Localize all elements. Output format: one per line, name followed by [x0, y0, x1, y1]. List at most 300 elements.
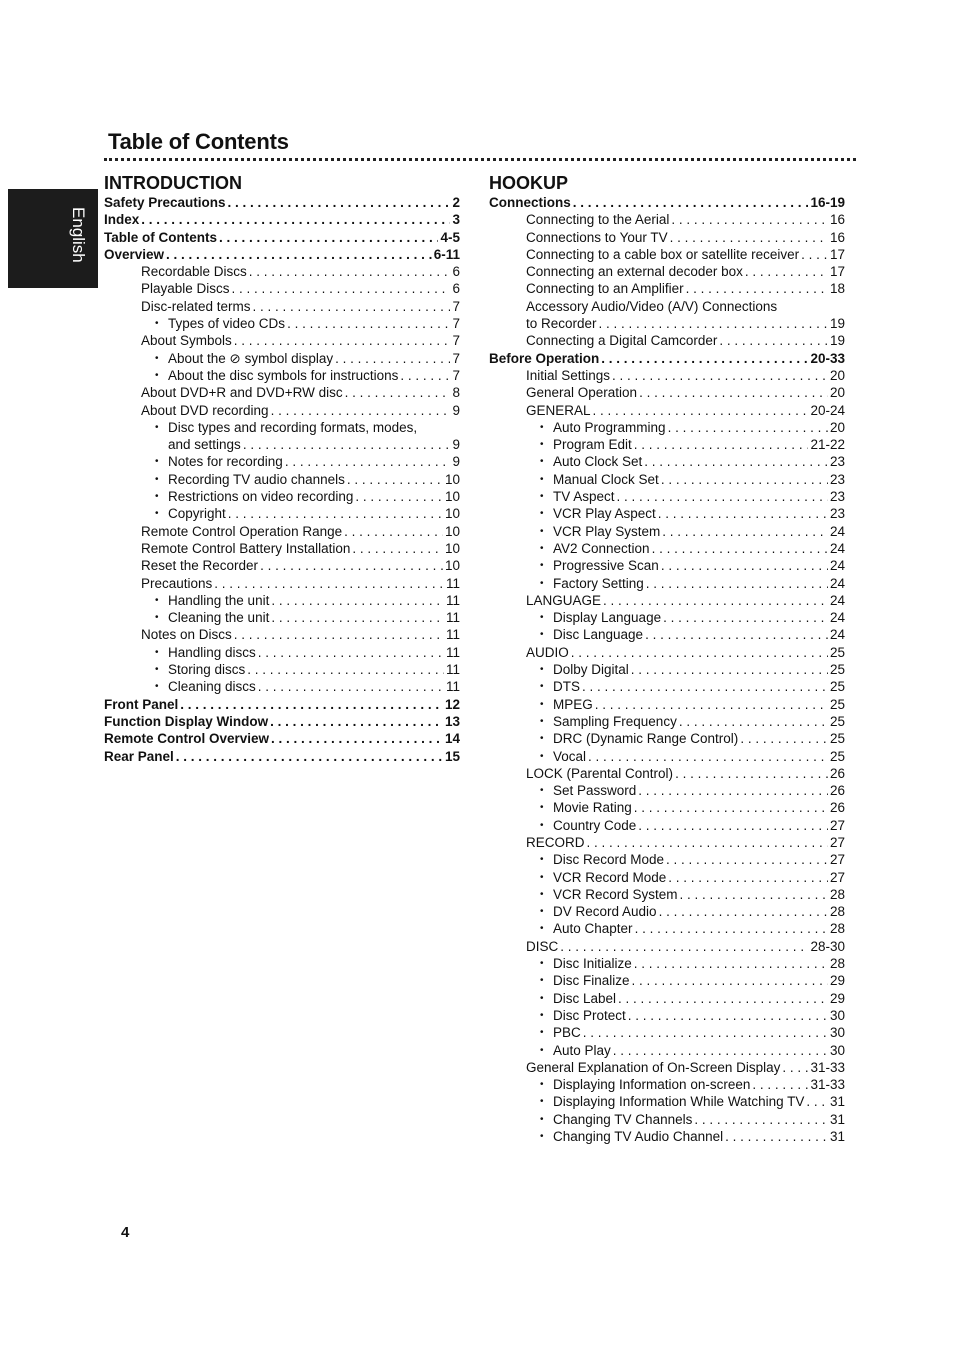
dot-leader	[560, 938, 808, 955]
toc-entry[interactable]	[489, 765, 845, 782]
dot-leader	[668, 869, 828, 886]
toc-entry-label: Auto Clock Set	[553, 454, 643, 470]
bullet-icon: •	[540, 854, 544, 866]
toc-entry[interactable]	[104, 678, 460, 695]
dot-leader	[652, 540, 828, 557]
toc-entry[interactable]	[489, 540, 845, 557]
bullet-icon: •	[540, 421, 544, 433]
bullet-icon: •	[155, 421, 159, 433]
bullet-icon: •	[540, 785, 544, 797]
toc-entry[interactable]	[104, 384, 460, 401]
toc-entry-page: 25	[829, 644, 845, 660]
toc-entry-page: 23	[829, 471, 845, 487]
toc-entry-page: 20-33	[810, 350, 845, 366]
toc-entry-label: VCR Record System	[553, 886, 678, 902]
dot-leader	[345, 384, 451, 401]
toc-entry-label: LOCK (Parental Control)	[526, 765, 674, 781]
bullet-icon: •	[540, 992, 544, 1004]
toc-entry[interactable]	[104, 246, 460, 263]
toc-entry[interactable]	[104, 661, 460, 678]
toc-entry-page: 7	[452, 316, 460, 332]
bullet-icon: •	[540, 733, 544, 745]
dot-leader	[801, 246, 828, 263]
toc-entry[interactable]	[489, 505, 845, 522]
bullet-icon: •	[540, 1009, 544, 1021]
dot-leader	[180, 696, 443, 713]
toc-entry[interactable]	[489, 869, 845, 886]
toc-entry[interactable]	[489, 1042, 845, 1059]
bullet-icon: •	[540, 439, 544, 451]
toc-entry-label: Factory Setting	[553, 575, 644, 591]
section-heading: INTRODUCTION	[104, 173, 242, 193]
toc-entry[interactable]	[489, 298, 845, 315]
dot-leader	[593, 402, 809, 419]
toc-entry[interactable]	[489, 1093, 845, 1110]
toc-entry[interactable]	[104, 626, 460, 643]
toc-entry-label: Recording TV audio channels	[168, 471, 345, 487]
bullet-icon: •	[540, 958, 544, 970]
toc-entry[interactable]	[489, 523, 845, 540]
toc-entry[interactable]	[489, 782, 845, 799]
toc-entry[interactable]	[104, 730, 460, 747]
toc-entry-label: Cleaning the unit	[168, 610, 270, 626]
bullet-icon: •	[155, 594, 159, 606]
toc-entry-page: 27	[829, 834, 845, 850]
toc-entry-page: 4-5	[440, 229, 460, 245]
toc-entry[interactable]	[489, 488, 845, 505]
toc-entry[interactable]	[489, 903, 845, 920]
bullet-icon: •	[540, 1096, 544, 1108]
toc-entry-page: 16	[829, 212, 845, 228]
toc-entry-label: Accessory Audio/Video (A/V) Connections	[526, 298, 778, 314]
toc-entry-label: Remote Control Battery Installation	[141, 540, 351, 556]
toc-entry-page: 16	[829, 229, 845, 245]
dot-leader	[347, 471, 443, 488]
toc-entry[interactable]	[104, 713, 460, 730]
toc-entry-label: Disc types and recording formats, modes,	[168, 419, 418, 435]
toc-entry-label: Overview	[104, 246, 165, 262]
dot-leader	[228, 194, 451, 211]
toc-entry-label: GENERAL	[526, 402, 591, 418]
toc-entry-label: Connections	[489, 195, 571, 210]
toc-entry-label: AV2 Connection	[553, 540, 650, 556]
toc-entry-page: 11	[445, 575, 460, 591]
bullet-icon: •	[155, 456, 159, 468]
toc-entry[interactable]	[104, 436, 460, 453]
toc-entry-label: General Operation	[526, 385, 638, 401]
toc-entry-label: Connecting to an Amplifier	[526, 281, 684, 297]
dot-leader	[634, 799, 828, 816]
toc-entry[interactable]	[104, 748, 460, 765]
toc-entry-label: AUDIO	[526, 644, 569, 660]
bullet-icon: •	[155, 318, 159, 330]
toc-entry-label: Table of Contents	[104, 229, 217, 245]
toc-entry-label: About Symbols	[141, 333, 232, 349]
bullet-icon: •	[540, 491, 544, 503]
toc-entry-label: Storing discs	[168, 662, 246, 678]
dot-leader	[285, 453, 451, 470]
toc-entry-page: 10	[444, 489, 460, 505]
toc-entry-label: MPEG	[553, 696, 593, 712]
toc-entry[interactable]	[489, 1076, 845, 1093]
dot-leader	[675, 765, 828, 782]
toc-entry[interactable]	[489, 920, 845, 937]
dot-leader	[639, 384, 828, 401]
bullet-icon: •	[155, 664, 159, 676]
toc-entry-page: 19	[829, 333, 845, 349]
toc-entry[interactable]	[489, 592, 845, 609]
toc-entry-page: 16-19	[810, 195, 845, 210]
toc-entry-page: 6	[452, 264, 460, 280]
toc-entry-page: 31	[829, 1094, 845, 1110]
dot-leader	[595, 696, 828, 713]
dot-leader	[634, 436, 809, 453]
toc-entry-label: Disc-related terms	[141, 298, 251, 314]
toc-entry[interactable]	[104, 592, 460, 609]
bullet-icon: •	[540, 1027, 544, 1039]
dot-leader	[141, 211, 450, 228]
toc-entry[interactable]	[489, 229, 845, 246]
toc-entry-page: 28	[829, 886, 845, 902]
toc-entry[interactable]	[104, 523, 460, 540]
toc-entry[interactable]	[489, 246, 845, 263]
toc-entry[interactable]	[104, 263, 460, 280]
toc-entry-label: Auto Play	[553, 1042, 611, 1058]
toc-entry-label: Index	[104, 212, 140, 228]
dot-leader	[271, 592, 444, 609]
dot-leader	[400, 367, 450, 384]
bullet-icon: •	[540, 542, 544, 554]
dot-leader	[635, 920, 828, 937]
toc-entry[interactable]	[489, 280, 845, 297]
toc-entry-page: 21-22	[810, 437, 845, 453]
toc-entry-page: 24	[829, 610, 845, 626]
dot-leader	[662, 523, 828, 540]
toc-entry-page: 10	[444, 506, 460, 522]
bullet-icon: •	[540, 612, 544, 624]
toc-entry-page: 27	[829, 869, 845, 885]
toc-entry[interactable]	[489, 384, 845, 401]
toc-entry-page: 6-11	[433, 246, 460, 262]
dot-leader	[686, 280, 828, 297]
toc-entry-page: 28	[829, 921, 845, 937]
toc-entry-label: Disc Initialize	[553, 956, 632, 972]
dot-leader	[719, 332, 828, 349]
toc-entry[interactable]	[104, 453, 460, 470]
toc-entry[interactable]	[489, 194, 845, 211]
dot-leader	[588, 748, 828, 765]
toc-entry-label: Playable Discs	[141, 281, 230, 297]
dot-leader	[638, 817, 828, 834]
toc-entry-page: 25	[829, 731, 845, 747]
toc-entry-label: Restrictions on video recording	[168, 489, 354, 505]
dot-leader	[617, 488, 828, 505]
bullet-icon: •	[540, 802, 544, 814]
toc-entry[interactable]	[104, 644, 460, 661]
dot-leader	[670, 229, 828, 246]
toc-entry-label: Rear Panel	[104, 748, 174, 764]
bullet-icon: •	[540, 508, 544, 520]
dot-leader	[335, 350, 450, 367]
toc-entry-label: Types of video CDs	[168, 316, 286, 332]
toc-entry-page: 11	[445, 679, 460, 695]
toc-entry-page: 24	[829, 523, 845, 539]
toc-entry-label: TV Aspect	[553, 489, 615, 505]
toc-entry[interactable]	[489, 436, 845, 453]
toc-entry-label: Disc Label	[553, 990, 617, 1006]
toc-entry-page: 15	[444, 748, 460, 764]
toc-entry-label: Remote Control Operation Range	[141, 523, 343, 539]
toc-entry[interactable]	[489, 799, 845, 816]
dot-leader	[603, 592, 828, 609]
toc-entry-label: Connections to Your TV	[526, 229, 668, 245]
bullet-icon: •	[540, 629, 544, 641]
toc-entry-page: 13	[444, 713, 460, 729]
bullet-icon: •	[155, 369, 159, 381]
dot-leader	[628, 1007, 828, 1024]
toc-entry-label: Connecting an external decoder box	[526, 264, 743, 280]
toc-entry-label: Cleaning discs	[168, 679, 256, 695]
toc-entry-label: Handling the unit	[168, 592, 270, 608]
toc-entry[interactable]	[104, 332, 460, 349]
toc-entry-label: Disc Protect	[553, 1007, 626, 1023]
toc-entry[interactable]	[104, 419, 460, 436]
bullet-icon: •	[540, 715, 544, 727]
toc-entry[interactable]	[489, 678, 845, 695]
toc-entry-label: About DVD+R and DVD+RW disc	[141, 385, 343, 401]
toc-entry-label: Dolby Digital	[553, 662, 629, 678]
toc-entry[interactable]	[104, 211, 460, 228]
toc-entry-page: 23	[829, 454, 845, 470]
toc-entry-label: Display Language	[553, 610, 662, 626]
toc-entry[interactable]	[489, 661, 845, 678]
toc-entry-page: 24	[829, 627, 845, 643]
bullet-icon: •	[155, 491, 159, 503]
toc-entry-page: 10	[444, 558, 460, 574]
toc-entry[interactable]	[489, 1111, 845, 1128]
toc-entry-label: Initial Settings	[526, 367, 611, 383]
toc-entry[interactable]	[489, 367, 845, 384]
toc-entry-label: and settings	[168, 437, 241, 453]
toc-entry-label: Vocal	[553, 748, 587, 764]
toc-entry-label: PBC	[553, 1025, 581, 1041]
toc-entry[interactable]	[489, 713, 845, 730]
toc-entry[interactable]	[104, 315, 460, 332]
toc-entry[interactable]	[104, 505, 460, 522]
toc-entry[interactable]	[489, 990, 845, 1007]
toc-entry-label: Program Edit	[553, 437, 632, 453]
toc-entry-label: Auto Chapter	[553, 921, 633, 937]
toc-entry[interactable]	[104, 402, 460, 419]
toc-entry-page: 20	[829, 385, 845, 401]
section-heading: HOOKUP	[489, 173, 569, 193]
toc-entry[interactable]	[489, 938, 845, 955]
dot-leader	[661, 557, 828, 574]
toc-entry-page: 2	[452, 195, 460, 210]
toc-entry[interactable]	[489, 644, 845, 661]
dot-leader	[638, 782, 828, 799]
toc-entry-label: Recordable Discs	[141, 264, 247, 280]
dot-leader	[663, 609, 828, 626]
dot-leader	[613, 1042, 828, 1059]
toc-entry[interactable]	[104, 350, 460, 367]
toc-entry-label: Disc Language	[553, 627, 644, 643]
dot-leader	[219, 229, 438, 246]
toc-entry-label: LANGUAGE	[526, 592, 602, 608]
toc-entry[interactable]	[489, 350, 845, 367]
toc-entry[interactable]	[104, 696, 460, 713]
toc-entry[interactable]	[489, 730, 845, 747]
toc-entry[interactable]	[104, 471, 460, 488]
dot-leader	[247, 661, 444, 678]
toc-entry[interactable]	[489, 972, 845, 989]
toc-entry[interactable]	[489, 1024, 845, 1041]
toc-entry[interactable]	[489, 315, 845, 332]
toc-entry[interactable]	[104, 367, 460, 384]
dot-leader	[599, 315, 828, 332]
toc-entry-page: 25	[829, 713, 845, 729]
toc-entry-page: 17	[829, 246, 845, 262]
toc-entry[interactable]	[489, 557, 845, 574]
toc-entry[interactable]	[104, 194, 460, 211]
bullet-icon: •	[540, 819, 544, 831]
toc-entry[interactable]	[489, 332, 845, 349]
bullet-icon: •	[540, 1131, 544, 1143]
toc-entry-page: 29	[829, 973, 845, 989]
toc-entry[interactable]	[489, 1059, 845, 1076]
toc-entry[interactable]	[104, 488, 460, 505]
toc-entry[interactable]	[104, 575, 460, 592]
toc-entry-label: VCR Play Aspect	[553, 506, 656, 522]
toc-entry[interactable]	[489, 817, 845, 834]
dot-leader	[618, 990, 828, 1007]
bullet-icon: •	[540, 1044, 544, 1056]
bullet-icon: •	[540, 560, 544, 572]
toc-entry[interactable]	[489, 609, 845, 626]
dot-leader	[344, 523, 443, 540]
toc-entry-page: 9	[452, 402, 460, 418]
toc-entry-page: 20	[829, 367, 845, 383]
toc-entry[interactable]	[489, 1007, 845, 1024]
dot-leader	[228, 505, 443, 522]
toc-entry-label: Connecting to the Aerial	[526, 212, 670, 228]
toc-entry-label: VCR Play System	[553, 523, 661, 539]
dot-leader	[583, 1024, 828, 1041]
toc-entry-page: 25	[829, 662, 845, 678]
toc-entry-page: 10	[444, 471, 460, 487]
toc-entry[interactable]	[489, 748, 845, 765]
toc-entry-label: DISC	[526, 938, 559, 954]
bullet-icon: •	[540, 473, 544, 485]
toc-entry[interactable]	[489, 211, 845, 228]
bullet-icon: •	[540, 975, 544, 987]
toc-entry[interactable]	[104, 298, 460, 315]
toc-entry[interactable]	[489, 886, 845, 903]
toc-entry-label: Progressive Scan	[553, 558, 659, 574]
toc-entry-label: Safety Precautions	[104, 195, 226, 210]
toc-entry[interactable]	[489, 1128, 845, 1145]
toc-entry-label: About the disc symbols for instructions	[168, 367, 399, 383]
toc-entry[interactable]	[104, 540, 460, 557]
toc-entry[interactable]	[489, 834, 845, 851]
toc-entry-label: Auto Programming	[553, 419, 666, 435]
toc-entry[interactable]	[489, 263, 845, 280]
toc-entry-page: 25	[829, 679, 845, 695]
dot-leader	[680, 886, 828, 903]
dot-leader	[234, 626, 444, 643]
toc-entry-label: Connecting a Digital Camcorder	[526, 333, 718, 349]
toc-entry[interactable]	[489, 575, 845, 592]
toc-entry-label: Front Panel	[104, 696, 179, 712]
dot-leader	[587, 834, 828, 851]
toc-entry-label: Set Password	[553, 783, 637, 799]
page-number: 4	[121, 1224, 130, 1241]
bullet-icon: •	[155, 352, 159, 364]
dot-leader	[582, 678, 828, 695]
toc-entry-label: Changing TV Channels	[553, 1111, 693, 1127]
toc-entry[interactable]	[104, 280, 460, 297]
toc-entry-label: General Explanation of On-Screen Display	[526, 1059, 781, 1075]
dot-leader	[234, 332, 451, 349]
toc-entry[interactable]	[104, 557, 460, 574]
toc-entry[interactable]	[489, 696, 845, 713]
toc-entry[interactable]	[104, 609, 460, 626]
bullet-icon: •	[155, 681, 159, 693]
toc-entry-page: 24	[829, 540, 845, 556]
toc-entry-page: 24	[829, 592, 845, 608]
toc-entry-page: 25	[829, 748, 845, 764]
toc-entry-page: 31	[829, 1111, 845, 1127]
dot-leader	[287, 315, 450, 332]
dot-leader	[631, 661, 828, 678]
toc-entry-page: 31-33	[810, 1077, 845, 1093]
dot-leader	[740, 730, 828, 747]
bullet-icon: •	[540, 923, 544, 935]
toc-entry-page: 24	[829, 575, 845, 591]
toc-entry-page: 27	[829, 852, 845, 868]
bullet-icon: •	[155, 612, 159, 624]
bullet-icon: •	[540, 577, 544, 589]
toc-entry[interactable]	[489, 419, 845, 436]
toc-entry[interactable]	[489, 626, 845, 643]
toc-entry-page: 20	[829, 419, 845, 435]
toc-entry-label: Reset the Recorder	[141, 558, 259, 574]
toc-entry-page: 14	[444, 731, 460, 747]
page-title: Table of Contents	[108, 129, 289, 154]
dot-leader	[679, 713, 828, 730]
toc-entry[interactable]	[489, 851, 845, 868]
toc-entry[interactable]	[104, 229, 460, 246]
toc-entry-page: 9	[452, 437, 460, 453]
toc-entry[interactable]	[489, 453, 845, 470]
bullet-icon: •	[540, 664, 544, 676]
dot-leader	[258, 644, 444, 661]
toc-entry-page: 12	[444, 696, 460, 712]
toc-entry-page: 18	[829, 281, 845, 297]
bullet-icon: •	[540, 871, 544, 883]
toc-entry-label: Function Display Window	[104, 713, 269, 729]
toc-entry[interactable]	[489, 471, 845, 488]
toc-entry-label: Displaying Information on-screen	[553, 1077, 751, 1093]
dot-leader	[645, 626, 828, 643]
toc-entry[interactable]	[489, 955, 845, 972]
toc-entry-label: DTS	[553, 679, 580, 695]
dot-leader	[806, 1093, 828, 1110]
toc-entry-label: About the ⊘ symbol display	[168, 350, 334, 366]
toc-entry[interactable]	[489, 402, 845, 419]
dot-leader	[249, 263, 451, 280]
toc-entry-page: 11	[445, 627, 460, 643]
